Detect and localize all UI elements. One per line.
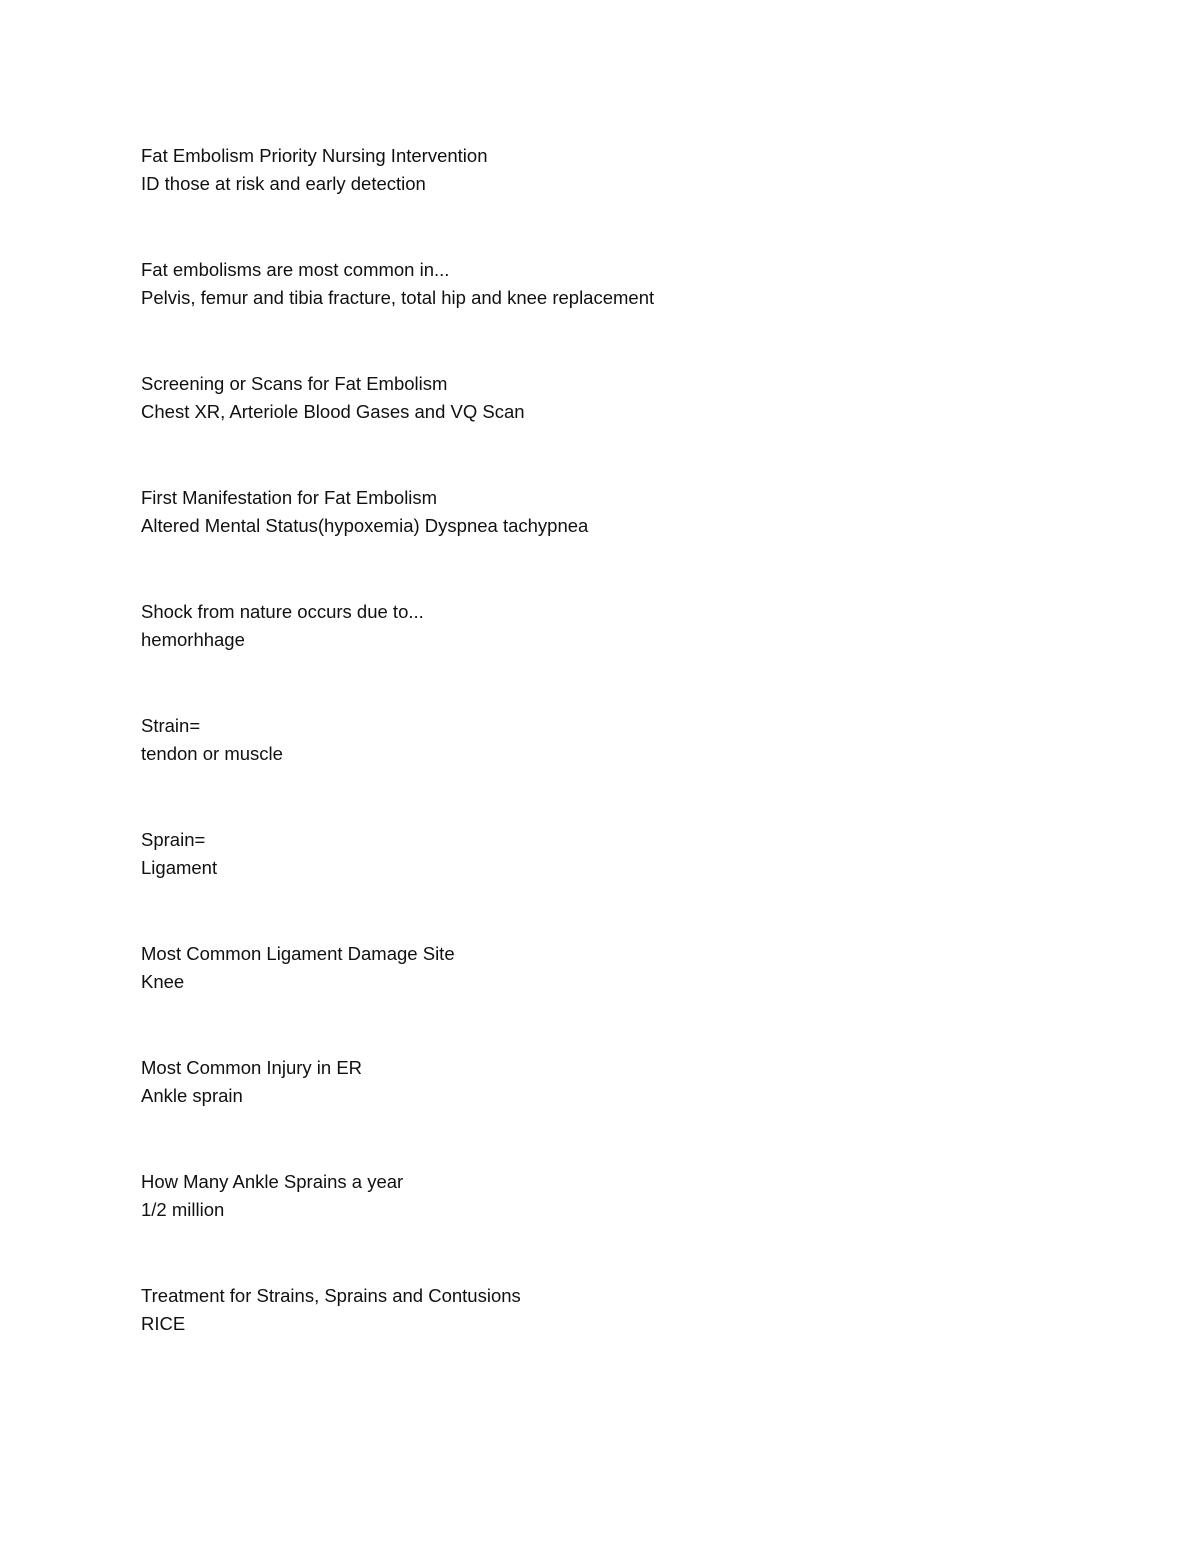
flashcard-fat-embolism-manifestation	[141, 484, 1141, 598]
card-definition: tendon or muscle	[141, 743, 283, 764]
card-term: Sprain=	[141, 829, 206, 850]
card-term: Screening or Scans for Fat Embolism	[141, 373, 448, 394]
card-definition: Ankle sprain	[141, 1085, 243, 1106]
flashcard-shock-cause	[141, 598, 1141, 712]
card-definition: Pelvis, femur and tibia fracture, total hip and knee replacement	[141, 287, 655, 308]
card-term: Strain=	[141, 715, 201, 736]
flashcard-sprain	[141, 826, 1141, 940]
card-term: Fat Embolism Priority Nursing Intervention	[141, 145, 488, 166]
card-definition: hemorhhage	[141, 629, 245, 650]
card-definition: ID those at risk and early detection	[141, 173, 426, 194]
card-term: Treatment for Strains, Sprains and Contusions	[141, 1285, 521, 1306]
flashcard-fat-embolism-intervention	[141, 142, 1141, 256]
card-term: Most Common Injury in ER	[141, 1057, 363, 1078]
flashcard-ligament-damage-site	[141, 940, 1141, 1054]
flashcard-strain	[141, 712, 1141, 826]
card-definition: RICE	[141, 1313, 186, 1334]
card-term: Shock from nature occurs due to...	[141, 601, 424, 622]
card-definition: Knee	[141, 971, 185, 992]
card-term: First Manifestation for Fat Embolism	[141, 487, 438, 508]
card-term: Fat embolisms are most common in...	[141, 259, 450, 280]
card-definition: 1/2 million	[141, 1199, 225, 1220]
flashcard-er-injury	[141, 1054, 1141, 1168]
card-term: How Many Ankle Sprains a year	[141, 1171, 404, 1192]
flashcard-fat-embolism-common-sites	[141, 256, 1141, 370]
flashcard-list	[141, 142, 1141, 1396]
flashcard-fat-embolism-screening	[141, 370, 1141, 484]
flashcard-ankle-sprains-per-year	[141, 1168, 1141, 1282]
card-definition: Ligament	[141, 857, 218, 878]
card-term: Most Common Ligament Damage Site	[141, 943, 455, 964]
flashcard-treatment	[141, 1282, 1141, 1396]
card-definition: Altered Mental Status(hypoxemia) Dyspnea tachypnea	[141, 515, 589, 536]
card-definition: Chest XR, Arteriole Blood Gases and VQ Scan	[141, 401, 525, 422]
